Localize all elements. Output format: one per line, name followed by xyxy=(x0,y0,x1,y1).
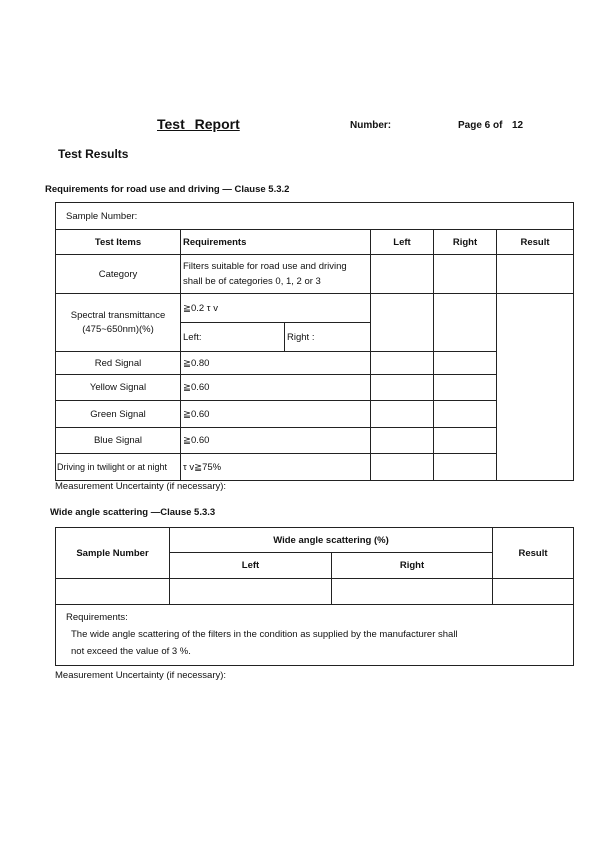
road-use-table xyxy=(55,202,574,481)
item-spectral xyxy=(56,294,181,352)
left-cell xyxy=(170,579,332,605)
spectral-left-label: Left: xyxy=(181,323,285,352)
result-cell xyxy=(493,579,574,605)
wide-left: Left xyxy=(170,553,332,579)
req-blue-signal: ≧0.60 xyxy=(181,428,371,454)
left-cell xyxy=(371,255,434,294)
table-row xyxy=(56,294,574,323)
page-total: 12 xyxy=(512,120,524,131)
spectral-right-label: Right : xyxy=(285,323,371,352)
road-use-uncertainty: Measurement Uncertainty (if necessary): xyxy=(55,481,227,492)
item-blue-signal: Blue Signal xyxy=(56,428,181,454)
wide-result: Result xyxy=(493,528,574,579)
right-cell xyxy=(434,352,497,375)
right-cell xyxy=(434,454,497,481)
item-spectral-line1: Spectral transmittance xyxy=(70,309,166,321)
col-result: Result xyxy=(497,230,574,255)
result-cell xyxy=(497,255,574,294)
right-cell xyxy=(434,255,497,294)
wide-angle-table xyxy=(55,527,574,666)
item-category: Category xyxy=(56,255,181,294)
report-title: Test Report xyxy=(157,116,240,132)
table-row xyxy=(56,454,574,481)
table-row xyxy=(56,428,574,454)
wide-angle-uncertainty: Measurement Uncertainty (if necessary): xyxy=(55,670,227,681)
req-twilight: τ v≧75% xyxy=(181,454,371,481)
item-red-signal: Red Signal xyxy=(56,352,181,375)
wide-requirements-line1: The wide angle scattering of the filters in the condition as supplied by the manufacturer shall xyxy=(71,629,458,640)
right-cell xyxy=(434,401,497,428)
left-cell xyxy=(371,401,434,428)
table-row xyxy=(56,375,574,401)
left-cell xyxy=(371,454,434,481)
table-header-row xyxy=(56,230,574,255)
wide-requirements xyxy=(56,605,574,666)
req-category-line2: shall be of categories 0, 1, 2 or 3 xyxy=(183,276,321,287)
result-cell xyxy=(497,294,574,481)
table-row xyxy=(56,401,574,428)
col-requirements: Requirements xyxy=(181,230,371,255)
left-cell xyxy=(371,352,434,375)
req-yellow-signal: ≧0.60 xyxy=(181,375,371,401)
req-spectral: ≧0.2 τ v xyxy=(181,294,371,323)
item-green-signal: Green Signal xyxy=(56,401,181,428)
wide-requirements-line2: not exceed the value of 3 %. xyxy=(71,646,191,657)
table-row xyxy=(56,255,574,294)
col-right: Right xyxy=(434,230,497,255)
number-label: Number: xyxy=(350,120,392,131)
col-test-items: Test Items xyxy=(56,230,181,255)
req-red-signal: ≧0.80 xyxy=(181,352,371,375)
left-cell xyxy=(371,428,434,454)
wide-sample-number: Sample Number xyxy=(56,528,170,579)
col-left: Left xyxy=(371,230,434,255)
page-label: Page 6 of xyxy=(458,120,503,131)
right-cell xyxy=(434,294,497,352)
wide-group-header: Wide angle scattering (%) xyxy=(170,528,493,553)
item-yellow-signal: Yellow Signal xyxy=(56,375,181,401)
left-cell xyxy=(371,375,434,401)
req-category xyxy=(181,255,371,294)
req-green-signal: ≧0.60 xyxy=(181,401,371,428)
requirements-row xyxy=(56,605,574,666)
section-title: Test Results xyxy=(58,147,129,161)
wide-right: Right xyxy=(332,553,493,579)
wide-angle-heading: Wide angle scattering —Clause 5.3.3 xyxy=(50,507,216,518)
req-category-line1: Filters suitable for road use and driving xyxy=(183,261,347,272)
table-row xyxy=(56,579,574,605)
table-row xyxy=(56,352,574,375)
left-cell xyxy=(371,294,434,352)
sample-number-label: Sample Number: xyxy=(56,203,574,230)
item-spectral-line2: (475~650nm)(%) xyxy=(82,323,154,335)
sample-cell xyxy=(56,579,170,605)
right-cell xyxy=(434,428,497,454)
right-cell xyxy=(332,579,493,605)
item-twilight: Driving in twilight or at night xyxy=(56,454,181,481)
road-use-heading: Requirements for road use and driving — Clause 5.3.2 xyxy=(45,184,290,195)
right-cell xyxy=(434,375,497,401)
wide-requirements-label: Requirements: xyxy=(66,612,128,623)
